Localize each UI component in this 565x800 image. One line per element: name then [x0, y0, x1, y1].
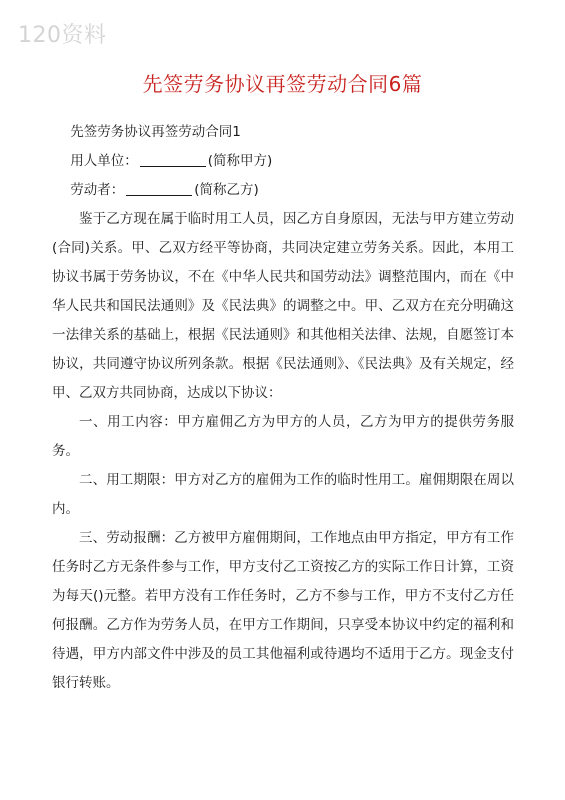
paragraph-clause-3: 三、劳动报酬：乙方被甲方雇佣期间，工作地点由甲方指定，甲方有工作任务时乙方无条件参与工作，甲方支付乙工资按乙方的实际工作日计算，工资为每天()元整。若甲方没有工作任务时，乙方不参与工作，甲方不支付乙方任何报酬。乙方作为劳务人员，在甲方工作期间，只享受本协议中约定的福利和待遇，甲方内部文件中涉及的员工其他福利或待遇均不适用于乙方。现金支付银行转账。 — [52, 530, 514, 691]
watermark: 120资料 — [18, 23, 107, 48]
worker-blank — [126, 180, 192, 196]
document-subtitle: 先签劳务协议再签劳动合同1 — [70, 124, 241, 140]
worker-line — [52, 176, 514, 205]
document-title: 先签劳务协议再签劳动合同6篇 — [142, 72, 423, 96]
document-body — [52, 118, 514, 698]
employer-suffix: (简称甲方) — [207, 153, 273, 169]
worker-label: 劳动者： — [70, 182, 125, 198]
employer-blank — [140, 151, 206, 167]
paragraph-clause-1: 一、用工内容：甲方雇佣乙方为甲方的人员，乙方为甲方的提供劳务服务。 — [52, 414, 514, 459]
paragraph-preamble: 鉴于乙方现在属于临时用工人员，因乙方自身原因，无法与甲方建立劳动(合同)关系。甲、乙双方经平等协商，共同决定建立劳务关系。因此，本用工协议书属于劳务协议，不在《中华人民共和国劳动法》调整范围内，而在《中华人民共和国民法通则》及《民法典》的调整之中。甲、乙双方在充分明确这一法律关系的基础上，根据《民法通则》和其他相关法律、法规，自愿签订本协议，共同遵守协议所列条款。根据《民法通则》、《民法典》及有关规定，经甲、乙双方共同协商，达成以下协议： — [52, 211, 514, 401]
employer-label: 用人单位： — [70, 153, 138, 169]
paragraph-clause-2: 二、用工期限：甲方对乙方的雇佣为工作的临时性用工。雇佣期限在周以内。 — [52, 472, 514, 517]
worker-suffix: (简称乙方) — [194, 182, 259, 198]
employer-line — [52, 147, 514, 176]
